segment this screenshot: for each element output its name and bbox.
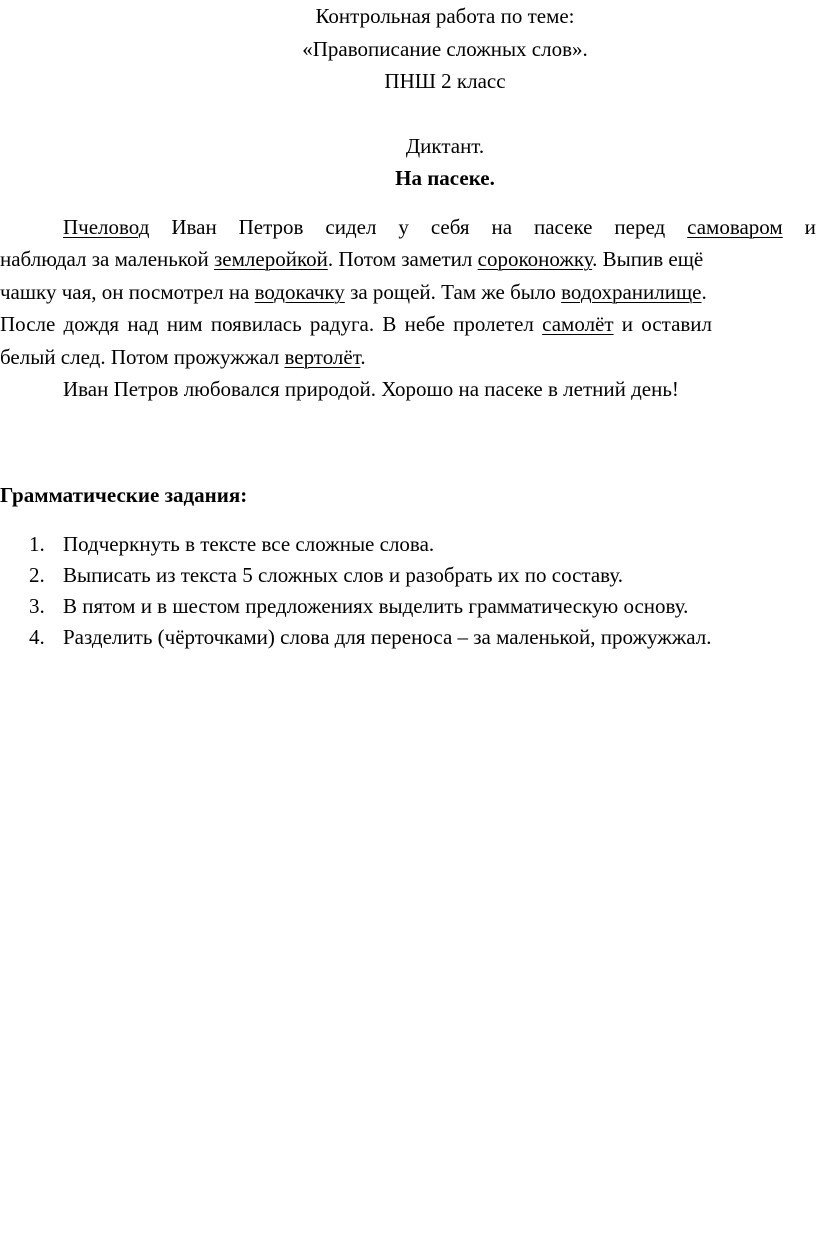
task-number: 2.: [29, 563, 45, 587]
text-run: белый след. Потом прожужжал: [0, 345, 285, 369]
task-text: Выписать из текста 5 сложных слов и разобрать их по составу.: [63, 563, 624, 587]
word: пасеке: [534, 215, 593, 239]
task-text: В пятом и в шестом предложениях выделить грамматическую основу.: [63, 594, 689, 618]
text-run: . Выпив ещё: [592, 247, 704, 271]
dictation-paragraph-1: [0, 215, 816, 239]
task-number: 3.: [29, 594, 45, 618]
underlined-word: землеройкой: [214, 247, 328, 271]
dictation-paragraph-2: Иван Петров любовался природой. Хорошо на пасеке в летний день!: [63, 377, 679, 401]
word: себя: [430, 215, 470, 239]
text-run: за рощей. Там же было: [344, 280, 562, 304]
text-run: . Потом заметил: [327, 247, 478, 271]
text-run: наблюдал за маленькой: [0, 247, 214, 271]
paragraph-line-5: [0, 345, 816, 369]
task-number: 1.: [29, 532, 45, 556]
word: Иван: [171, 215, 217, 239]
word: Петров: [238, 215, 304, 239]
word: и: [804, 215, 816, 239]
paragraph-line-1: [0, 215, 816, 239]
dictation-label: Диктант.: [405, 134, 485, 158]
word: перед: [614, 215, 666, 239]
text-run: чашку чая, он посмотрел на: [0, 280, 255, 304]
underlined-word: водокачку: [254, 280, 345, 304]
underlined-word: водохранилище: [561, 280, 702, 304]
paragraph-line-3: [0, 280, 816, 304]
text-run: .: [360, 345, 366, 369]
task-text: Разделить (чёрточками) слова для переноса – за маленькой, прожужжал.: [63, 625, 712, 649]
dictation-title: На пасеке.: [395, 166, 495, 190]
word: на: [491, 215, 513, 239]
underlined-word: Пчеловод: [63, 215, 150, 239]
task-number: 4.: [29, 625, 45, 649]
header-title-line: «Правописание сложных слов».: [302, 37, 588, 61]
text-run: После дождя над ним появилась радуга. В небе пролетел: [0, 312, 543, 336]
grammar-section-title: Грамматические задания:: [0, 483, 248, 507]
paragraph-line-4: [0, 312, 816, 336]
header-grade-line: ПНШ 2 класс: [384, 69, 506, 93]
header-topic-line: Контрольная работа по теме:: [315, 4, 575, 28]
underlined-word: самоваром: [687, 215, 783, 239]
underlined-word: самолёт: [542, 312, 614, 336]
text-run: и оставил: [613, 312, 713, 336]
paragraph-line-2: [0, 247, 816, 271]
word: у: [398, 215, 409, 239]
underlined-word: сороконожку: [477, 247, 593, 271]
text-run: .: [701, 280, 707, 304]
underlined-word: вертолёт: [284, 345, 361, 369]
word: сидел: [325, 215, 377, 239]
task-text: Подчеркнуть в тексте все сложные слова.: [63, 532, 435, 556]
